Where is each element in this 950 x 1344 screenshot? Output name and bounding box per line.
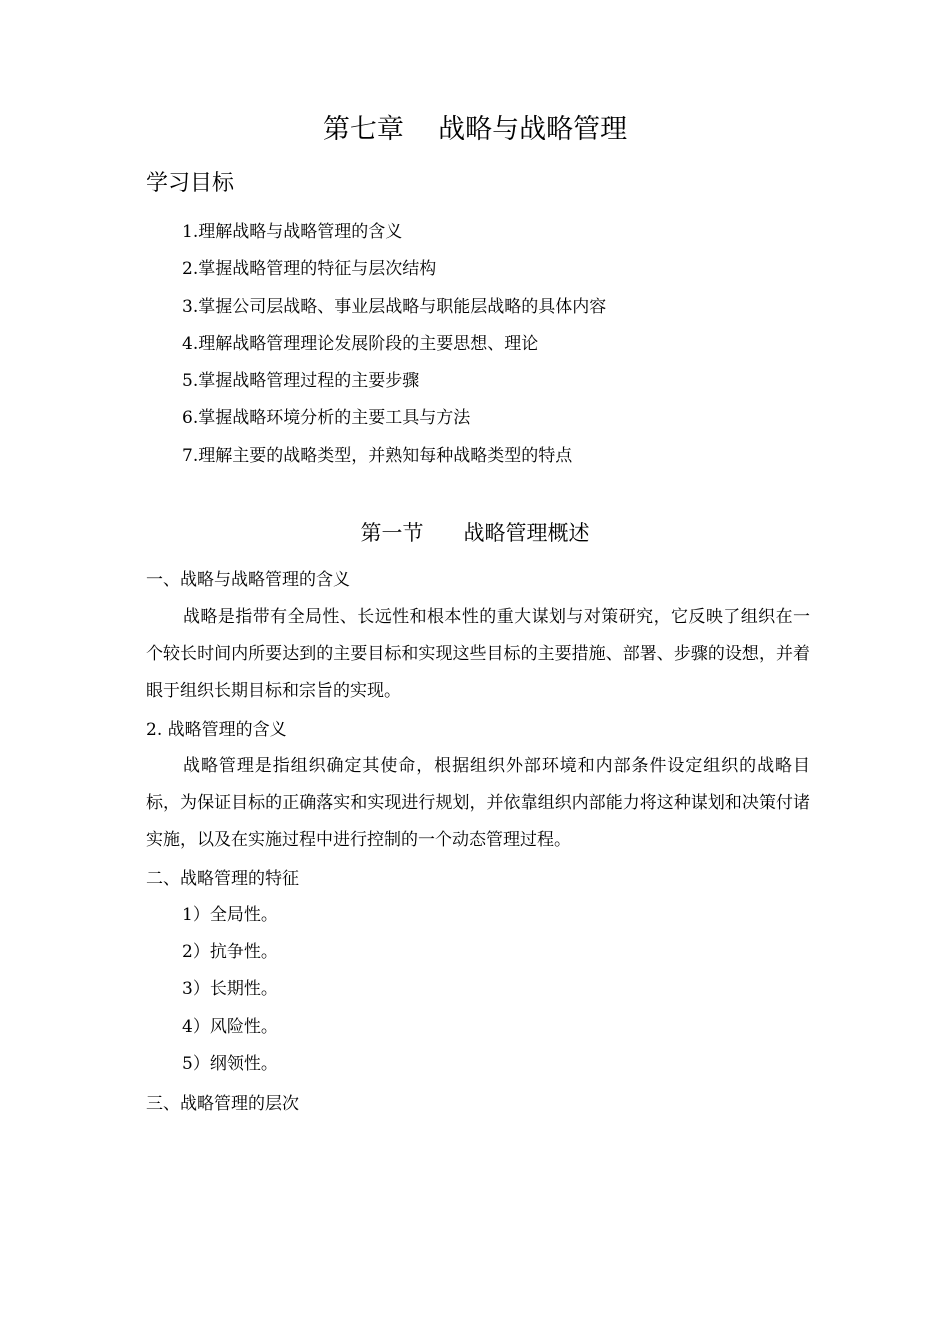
feature-item: 2）抗争性。 — [182, 942, 278, 963]
strategic-management-definition-paragraph: 战略管理是指组织确定其使命，根据组织外部环境和内部条件设定组织的战略目标，为保证目标的正确落实和实现进行规划，并依靠组织内部能力将这种谋划和决策付诸实施，以及在实施过程中进行控制的一个动态管理过程。 — [146, 756, 810, 850]
feature-item: 1）全局性。 — [182, 905, 278, 925]
objective-item: 5.掌握战略管理过程的主要步骤 — [182, 371, 420, 392]
features-list — [182, 901, 278, 1087]
objective-item: 4.理解战略管理理论发展阶段的主要思想、理论 — [182, 333, 539, 354]
subsection-heading-management-meaning: 2. 战略管理的含义 — [146, 720, 287, 740]
strategy-definition-paragraph: 战略是指带有全局性、长远性和根本性的重大谋划与对策研究，它反映了组织在一个较长时间内所要达到的主要目标和实现这些目标的主要措施、部署、步骤的设想，并着眼于组织长期目标和宗旨的实现。 — [146, 607, 810, 701]
subsection-heading-levels: 三、战略管理的层次 — [146, 1094, 299, 1114]
feature-item: 5）纲领性。 — [182, 1053, 278, 1074]
feature-item: 3）长期性。 — [182, 979, 278, 1000]
chapter-title: 第七章 战略与战略管理 — [322, 114, 628, 145]
learning-objectives-list — [182, 218, 606, 479]
feature-item: 4）风险性。 — [182, 1016, 278, 1037]
objective-item: 7.理解主要的战略类型，并熟知每种战略类型的特点 — [182, 445, 573, 466]
section-title: 第一节 战略管理概述 — [360, 521, 590, 545]
subsection-heading-meaning: 一、战略与战略管理的含义 — [146, 570, 350, 590]
subsection-heading-features: 二、战略管理的特征 — [146, 869, 299, 889]
objective-item: 2.掌握战略管理的特征与层次结构 — [182, 259, 437, 280]
objective-item: 3.掌握公司层战略、事业层战略与职能层战略的具体内容 — [182, 296, 607, 317]
objective-item: 6.掌握战略环境分析的主要工具与方法 — [182, 408, 471, 429]
learning-objectives-heading: 学习目标 — [146, 171, 235, 196]
objective-item: 1.理解战略与战略管理的含义 — [182, 222, 403, 242]
